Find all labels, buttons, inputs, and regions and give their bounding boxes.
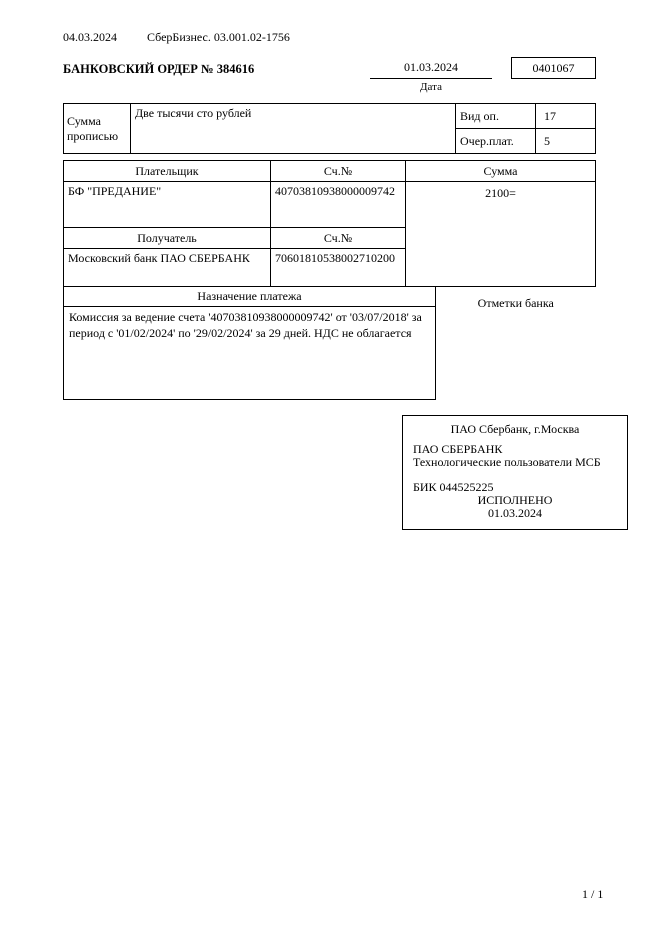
amount-words-label: Сумма прописью — [64, 104, 131, 154]
amount-table — [63, 103, 596, 154]
print-date: 04.03.2024 — [63, 30, 117, 44]
stamp-bank-name: ПАО СБЕРБАНК — [413, 442, 503, 456]
stamp-status: ИСПОЛНЕНО — [477, 493, 553, 507]
document-date-group — [370, 57, 492, 93]
purpose-table — [63, 286, 596, 400]
date-label: Дата — [420, 81, 442, 93]
stamp-status-date: 01.03.2024 — [488, 506, 542, 520]
payee-account-header: Сч.№ — [271, 228, 406, 249]
amount-words-value: Две тысячи сто рублей — [131, 104, 456, 154]
operation-type-value: 17 — [536, 104, 596, 129]
priority-value: 5 — [536, 129, 596, 154]
app-reference: СберБизнес. 03.001.02-1756 — [147, 30, 290, 44]
payer-account-header: Сч.№ — [271, 161, 406, 182]
stamp-bank-city: ПАО Сбербанк, г.Москва — [450, 422, 580, 436]
parties-table — [63, 160, 596, 287]
stamp-bik: БИК 044525225 — [413, 480, 494, 494]
payee-name: Московский банк ПАО СБЕРБАНК — [64, 249, 271, 287]
payer-header: Плательщик — [64, 161, 271, 182]
form-code-box: 0401067 — [511, 57, 596, 79]
document-date: 01.03.2024 — [370, 57, 492, 79]
priority-label: Очер.плат. — [456, 129, 536, 154]
payer-account: 40703810938000009742 — [271, 182, 406, 228]
meta-row — [63, 30, 595, 45]
bank-stamp — [402, 415, 628, 530]
bank-marks-label: Отметки банка — [436, 287, 596, 400]
payer-name: БФ "ПРЕДАНИЕ" — [64, 182, 271, 228]
page-number: 1 / 1 — [582, 887, 604, 901]
sum-value: 2100= — [406, 182, 596, 287]
title-row — [63, 57, 595, 93]
document-title: БАНКОВСКИЙ ОРДЕР № 384616 — [63, 62, 255, 76]
payee-header: Получатель — [64, 228, 271, 249]
stamp-unit: Технологические пользователи МСБ — [413, 455, 601, 469]
payee-account: 70601810538002710200 — [271, 249, 406, 287]
operation-type-label: Вид оп. — [456, 104, 536, 129]
sum-header: Сумма — [406, 161, 596, 182]
purpose-text: Комиссия за ведение счета '40703810938000009742' от '03/07/2018' за период с '01/02/2024' по '29/02/2024' за 29 дней. НДС не облагается — [64, 307, 436, 400]
purpose-header: Назначение платежа — [64, 287, 436, 307]
